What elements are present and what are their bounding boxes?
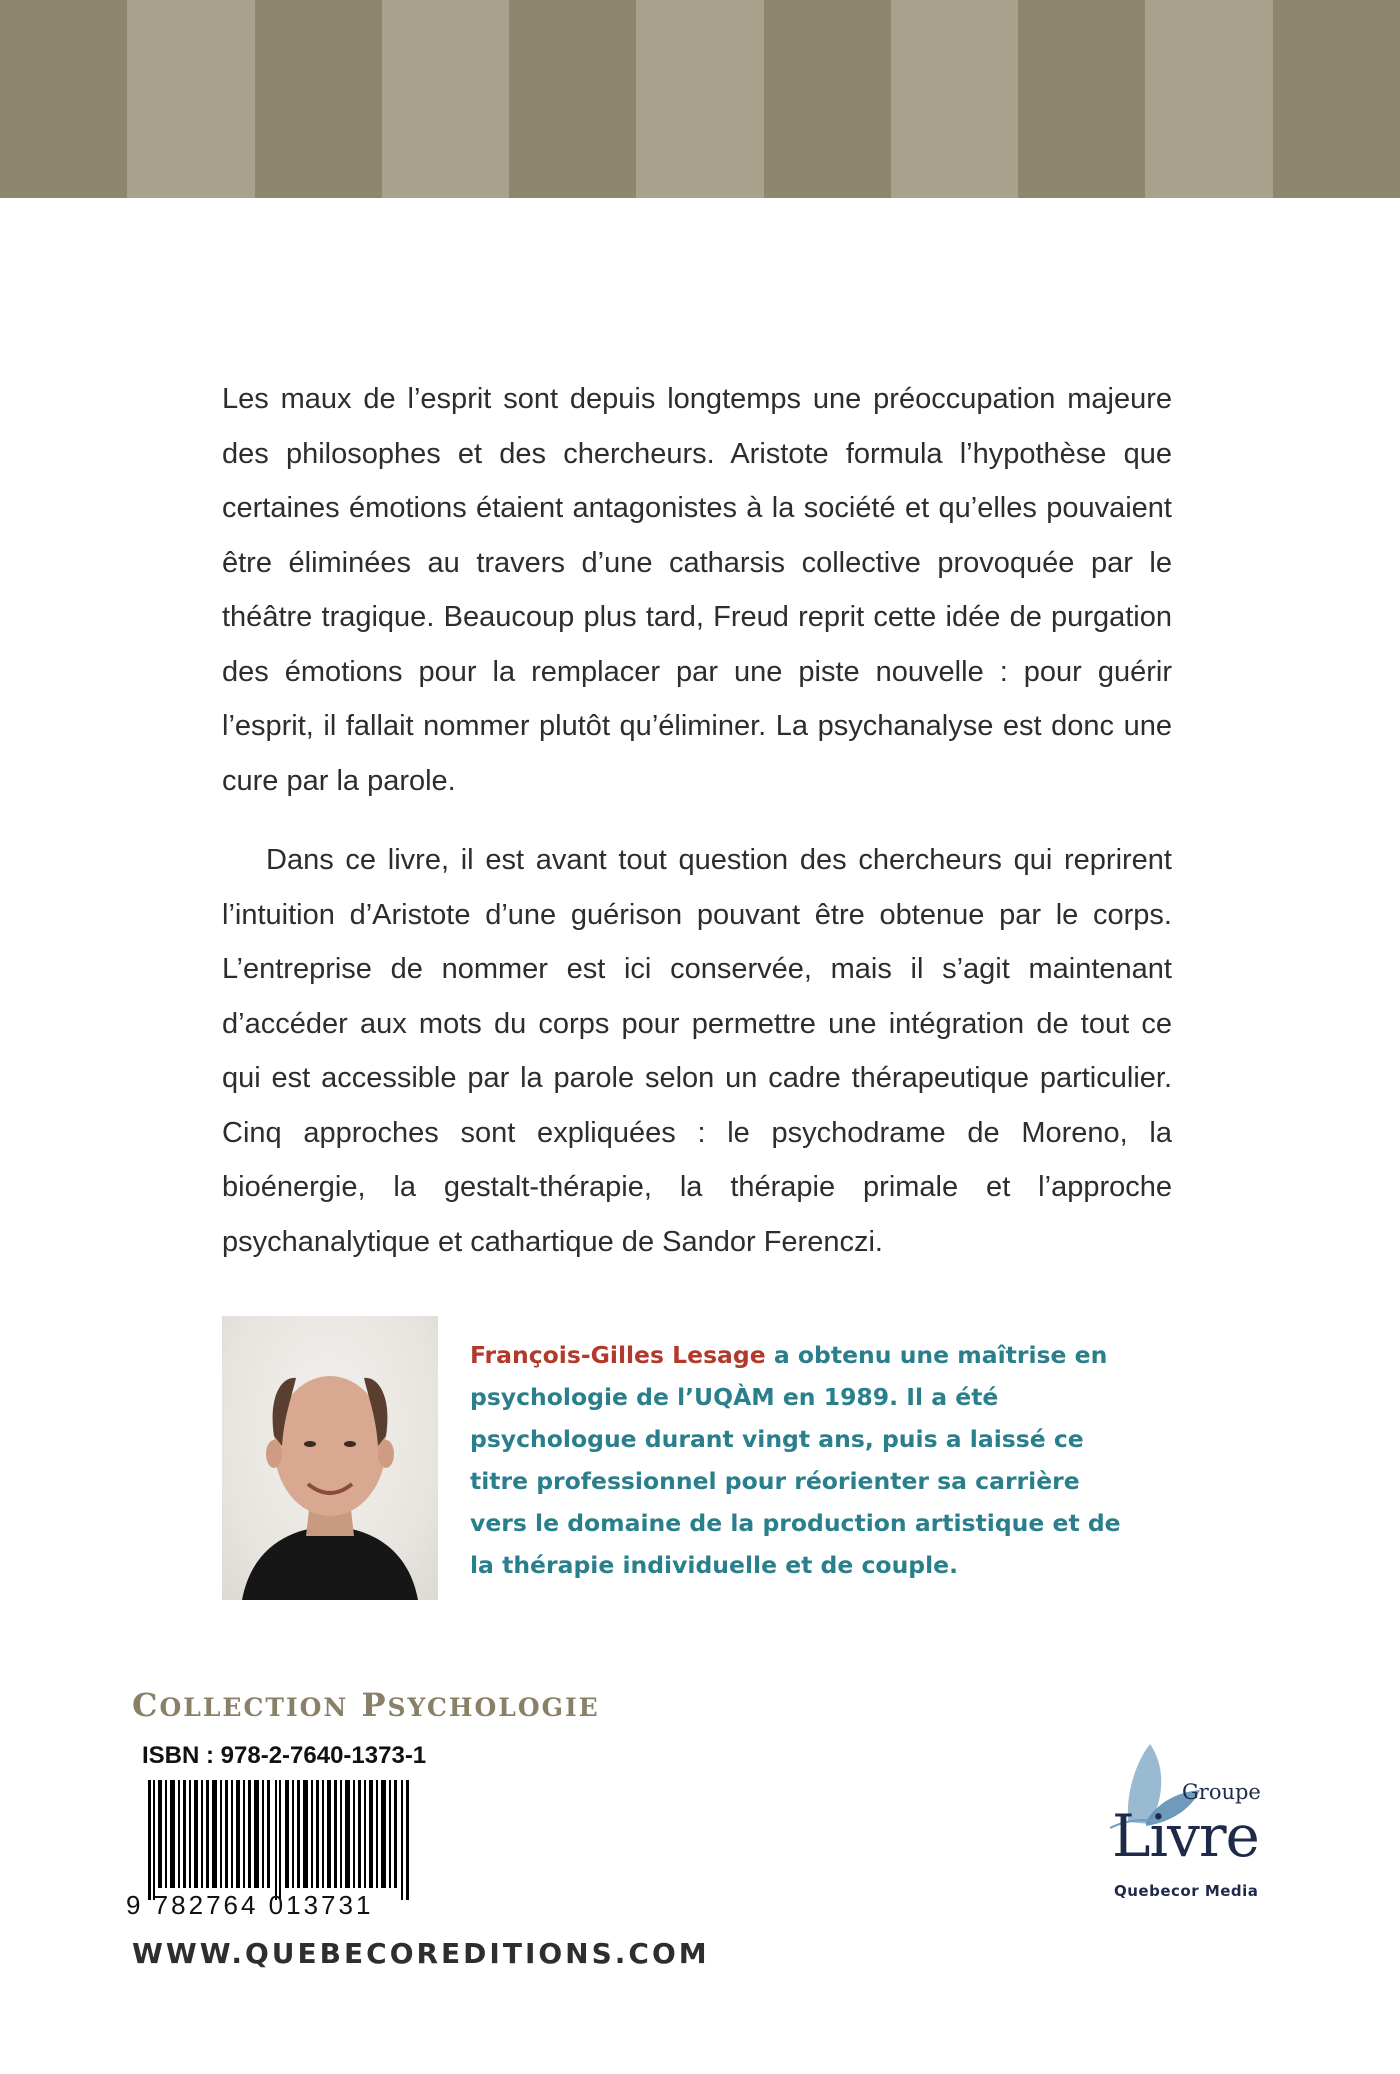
collection-initial-c: C (132, 1686, 160, 1724)
isbn: ISBN : 978-2-7640-1373-1 (142, 1742, 427, 1769)
stripe (0, 0, 127, 198)
publisher-website: WWW.QUEBECOREDITIONS.COM (132, 1937, 710, 1970)
stripe (1018, 0, 1145, 198)
stripe (1273, 0, 1400, 198)
stripe (636, 0, 763, 198)
collection-title (132, 1686, 600, 1724)
stripe (1145, 0, 1272, 198)
blurb-paragraph-1: Les maux de l’esprit sont depuis longtemps une préoccupation majeure des philosophes et des chercheurs. Aristote formula l’hypothèse que certaines émotions étaient antagonistes à la société et qu’elles pouvaient être éliminées au travers d’une catharsis collective provoquée par le théâtre tragique. Beaucoup plus tard, Freud reprit cette idée de purgation des émotions pour la remplacer par une piste nouvelle : pour guérir l’esprit, il fallait nommer plutôt qu’éliminer. La psychanalyse est donc une cure par la parole. (222, 383, 1172, 797)
stripe (255, 0, 382, 198)
barcode (148, 1780, 410, 1900)
top-decorative-band (0, 0, 1400, 198)
stripe (509, 0, 636, 198)
author-name: François-Gilles Lesage (470, 1341, 766, 1369)
publisher-logo (1080, 1742, 1280, 1912)
publisher-groupe: Groupe (1182, 1780, 1261, 1804)
publisher-media: Quebecor Media (1114, 1882, 1259, 1900)
stripe (127, 0, 254, 198)
stripe (764, 0, 891, 198)
author-bio (470, 1334, 1130, 1586)
author-bio-text: a obtenu une maîtrise en psychologie de l’UQÀM en 1989. Il a été psychologue durant vingt ans, puis a laissé ce titre professionnel pour réorienter sa carrière vers le domaine de la production artistique et de la thérapie individuelle et de couple. (470, 1341, 1121, 1579)
collection-initial-p: P (361, 1686, 388, 1724)
publisher-livre: Livre (1112, 1802, 1259, 1870)
collection-word-rest: OLLECTION (159, 1693, 349, 1722)
author-photo (222, 1316, 438, 1600)
blurb-paragraph-2: Dans ce livre, il est avant tout question des chercheurs qui reprirent l’intuition d’Aristote d’une guérison pouvant être obtenue par le corps. L’entreprise de nommer est ici conservée, mais il s’agit maintenant d’accéder aux mots du corps pour permettre une intégration de tout ce qui est accessible par la parole selon un cadre thérapeutique particulier. Cinq approches sont expliquées : le psychodrame de Moreno, la bioénergie, la gestalt-thérapie, la thérapie primale et l’approche psychanalytique et cathartique de Sandor Ferenczi. (222, 844, 1172, 1258)
stripe (891, 0, 1018, 198)
barcode-number: 9 782764 013731 (126, 1890, 374, 1920)
back-cover-blurb (222, 372, 1172, 1269)
stripe (382, 0, 509, 198)
collection-word2-rest: SYCHOLOGIE (387, 1693, 600, 1722)
